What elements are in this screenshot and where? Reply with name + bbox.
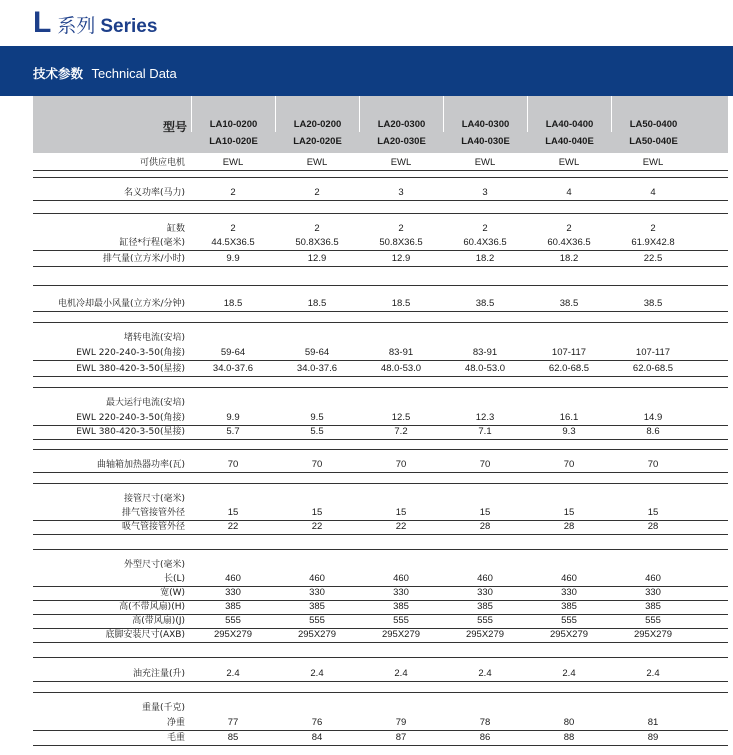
row-value: 77: [227, 717, 239, 728]
table-header: [33, 96, 728, 153]
row-value: 84: [311, 732, 323, 743]
row-value: 2.4: [562, 668, 576, 679]
model-code: LA20-030E: [377, 136, 426, 147]
row-label: 可供应电机: [139, 158, 185, 168]
row-value: 34.0-37.6: [212, 363, 254, 374]
row-value: 59-64: [220, 347, 246, 358]
row-value: 295X279: [549, 629, 589, 640]
row-label: 电机冷却最小风量(立方米/分钟): [57, 299, 185, 309]
row-value: 28: [479, 521, 491, 532]
row-value: 79: [395, 717, 407, 728]
table-row: [33, 425, 728, 440]
model-header: [443, 96, 527, 147]
model-header: [611, 96, 695, 147]
row-value: 2: [398, 223, 404, 234]
row-label: EWL 380-420-3-50(星接): [76, 427, 185, 437]
row-value: 385: [561, 601, 577, 612]
row-value: 555: [225, 615, 241, 626]
table-row: [33, 506, 728, 521]
row-value: 48.0-53.0: [464, 363, 506, 374]
row-value: 76: [311, 717, 323, 728]
table-row: [33, 346, 728, 361]
table-row: [33, 701, 728, 715]
row-value: 385: [393, 601, 409, 612]
row-value: 385: [477, 601, 493, 612]
table-row: [33, 520, 728, 535]
table-row: [33, 614, 728, 629]
row-value: 12.9: [391, 253, 411, 264]
row-value: 18.2: [559, 253, 579, 264]
row-value: 80: [563, 717, 575, 728]
table-row: [33, 667, 728, 682]
table-row: [33, 411, 728, 426]
row-value: 70: [227, 459, 239, 470]
row-value: 48.0-53.0: [380, 363, 422, 374]
row-value: 460: [309, 573, 325, 584]
row-value: 460: [225, 573, 241, 584]
row-value: 60.4X36.5: [547, 237, 591, 248]
row-value: 4: [566, 187, 572, 198]
row-value: 107-117: [551, 347, 587, 358]
row-value: 38.5: [643, 298, 663, 309]
row-value: 295X279: [213, 629, 253, 640]
row-value: 15: [563, 507, 575, 518]
row-label: 高(不带风扇)(H): [119, 602, 185, 612]
row-value: 81: [647, 717, 659, 728]
row-value: 70: [395, 459, 407, 470]
divider: [33, 177, 728, 178]
row-value: 385: [645, 601, 661, 612]
row-value: 15: [479, 507, 491, 518]
row-value: 5.5: [310, 426, 324, 437]
table-row: [33, 252, 728, 267]
row-value: 2.4: [310, 668, 324, 679]
row-value: 83-91: [388, 347, 414, 358]
row-label: 缸径*行程(毫米): [119, 238, 185, 248]
row-value: 50.8X36.5: [295, 237, 339, 248]
row-value: 2.4: [226, 668, 240, 679]
row-value: 22.5: [643, 253, 663, 264]
row-value: 85: [227, 732, 239, 743]
row-value: 330: [393, 587, 409, 598]
row-value: 60.4X36.5: [463, 237, 507, 248]
row-value: EWL: [390, 157, 412, 168]
row-value: 9.3: [562, 426, 576, 437]
table-row: [33, 236, 728, 251]
row-value: EWL: [474, 157, 496, 168]
row-label: 长(L): [163, 574, 185, 584]
row-value: 22: [227, 521, 239, 532]
divider: [33, 692, 728, 693]
row-value: 18.2: [475, 253, 495, 264]
model-label: 型号: [162, 120, 187, 134]
row-value: 28: [647, 521, 659, 532]
row-value: 555: [561, 615, 577, 626]
model-code: LA20-0200: [293, 119, 342, 130]
row-label: 高(带风扇)(J): [132, 616, 185, 626]
model-code: LA40-040E: [545, 136, 594, 147]
row-value: 107-117: [635, 347, 671, 358]
row-value: 34.0-37.6: [296, 363, 338, 374]
table-row: [33, 186, 728, 201]
row-value: 15: [647, 507, 659, 518]
row-label: 最大运行电流(安培): [105, 398, 185, 408]
row-label: EWL 220-240-3-50(角接): [76, 348, 185, 358]
row-value: 62.0-68.5: [632, 363, 674, 374]
table-row: [33, 331, 728, 345]
table-row: [33, 362, 728, 377]
row-value: 330: [645, 587, 661, 598]
row-value: 38.5: [475, 298, 495, 309]
row-value: 70: [563, 459, 575, 470]
section-banner: [0, 46, 733, 96]
row-value: 28: [563, 521, 575, 532]
table-row: [33, 586, 728, 601]
row-label: 接管尺寸(毫米): [123, 494, 185, 504]
row-value: 83-91: [472, 347, 498, 358]
row-value: 460: [645, 573, 661, 584]
row-label: 堵转电流(安培): [123, 333, 185, 343]
table-row: [33, 297, 728, 312]
series-letter: L: [33, 6, 52, 39]
row-value: 12.3: [475, 412, 495, 423]
row-value: 70: [311, 459, 323, 470]
row-value: 2.4: [478, 668, 492, 679]
row-value: 295X279: [381, 629, 421, 640]
row-label: EWL 380-420-3-50(星接): [76, 364, 185, 374]
divider: [33, 213, 728, 214]
row-label: 净重: [166, 718, 185, 728]
banner-cn: 技术参数: [33, 66, 84, 81]
table-row: [33, 492, 728, 506]
table-row: [33, 731, 728, 746]
model-code: LA10-0200: [209, 119, 258, 130]
row-label: 底脚安装尺寸(AXB): [105, 630, 185, 640]
row-value: 22: [395, 521, 407, 532]
row-value: EWL: [558, 157, 580, 168]
series-en: Series: [100, 16, 158, 37]
row-label: 吸气管接管外径: [121, 522, 185, 532]
table-row: [33, 222, 728, 236]
model-header: [527, 96, 611, 147]
model-code: LA20-020E: [293, 136, 342, 147]
row-value: 330: [561, 587, 577, 598]
row-value: 5.7: [226, 426, 240, 437]
row-value: 460: [477, 573, 493, 584]
table-row: [33, 396, 728, 410]
row-label: 排气量(立方米/小时): [102, 254, 185, 264]
row-value: 2: [650, 223, 656, 234]
divider: [33, 322, 728, 323]
model-code: LA40-0400: [545, 119, 594, 130]
row-value: 3: [398, 187, 404, 198]
row-value: 50.8X36.5: [379, 237, 423, 248]
model-code: LA50-0400: [629, 119, 678, 130]
table-row: [33, 716, 728, 731]
row-value: 460: [393, 573, 409, 584]
row-value: 15: [395, 507, 407, 518]
row-value: 18.5: [391, 298, 411, 309]
row-value: 330: [477, 587, 493, 598]
model-code: LA20-0300: [377, 119, 426, 130]
model-code: LA40-030E: [461, 136, 510, 147]
row-value: 16.1: [559, 412, 579, 423]
row-value: 88: [563, 732, 575, 743]
row-value: EWL: [642, 157, 664, 168]
table-row: [33, 558, 728, 572]
row-value: 2: [314, 223, 320, 234]
row-value: 70: [479, 459, 491, 470]
row-value: 86: [479, 732, 491, 743]
row-value: 460: [561, 573, 577, 584]
page-title: [33, 6, 157, 40]
row-value: 62.0-68.5: [548, 363, 590, 374]
row-value: 295X279: [465, 629, 505, 640]
table-row: [33, 458, 728, 473]
row-value: 8.6: [646, 426, 660, 437]
row-value: 2.4: [394, 668, 408, 679]
row-label: 曲轴箱加热器功率(瓦): [96, 460, 185, 470]
divider: [33, 657, 728, 658]
row-value: 2: [314, 187, 320, 198]
row-value: 3: [482, 187, 488, 198]
row-value: 14.9: [643, 412, 663, 423]
row-value: 385: [225, 601, 241, 612]
table-row: [33, 600, 728, 615]
row-value: 18.5: [307, 298, 327, 309]
row-value: 4: [650, 187, 656, 198]
model-header: [359, 96, 443, 147]
row-label: 名义功率(马力): [123, 188, 185, 198]
row-value: 555: [645, 615, 661, 626]
row-value: 7.2: [394, 426, 408, 437]
row-value: 9.9: [226, 412, 240, 423]
row-value: 555: [477, 615, 493, 626]
row-value: 9.9: [226, 253, 240, 264]
row-value: 2.4: [646, 668, 660, 679]
row-label: 油充注量(升): [132, 669, 185, 679]
row-value: 22: [311, 521, 323, 532]
series-cn: 系列: [57, 15, 96, 37]
table-row: [33, 572, 728, 587]
row-value: 7.1: [478, 426, 492, 437]
model-header: [191, 96, 275, 147]
row-value: 2: [566, 223, 572, 234]
model-header: [275, 96, 359, 147]
row-value: 70: [647, 459, 659, 470]
row-value: 59-64: [304, 347, 330, 358]
row-value: 385: [309, 601, 325, 612]
banner-en: Technical Data: [91, 66, 177, 81]
row-value: 330: [309, 587, 325, 598]
row-value: 15: [227, 507, 239, 518]
model-code: LA40-0300: [461, 119, 510, 130]
divider: [33, 285, 728, 286]
row-value: EWL: [222, 157, 244, 168]
model-code: LA50-040E: [629, 136, 678, 147]
row-label: 重量(千克): [141, 703, 185, 713]
row-value: 12.5: [391, 412, 411, 423]
row-value: 38.5: [559, 298, 579, 309]
row-label: 外型尺寸(毫米): [123, 560, 185, 570]
row-value: 61.9X42.8: [631, 237, 675, 248]
row-value: 89: [647, 732, 659, 743]
row-value: 295X279: [297, 629, 337, 640]
row-label: EWL 220-240-3-50(角接): [76, 413, 185, 423]
table-row: [33, 628, 728, 643]
row-label: 排气管接管外径: [121, 508, 185, 518]
row-value: 15: [311, 507, 323, 518]
row-value: 330: [225, 587, 241, 598]
row-value: 87: [395, 732, 407, 743]
row-value: EWL: [306, 157, 328, 168]
divider: [33, 549, 728, 550]
row-label: 毛重: [166, 733, 185, 743]
row-label: 宽(W): [160, 588, 185, 598]
row-value: 295X279: [633, 629, 673, 640]
row-value: 555: [393, 615, 409, 626]
row-value: 555: [309, 615, 325, 626]
row-value: 2: [230, 187, 236, 198]
table-row: [33, 156, 728, 171]
row-value: 2: [482, 223, 488, 234]
divider: [33, 449, 728, 450]
row-label: 缸数: [166, 224, 185, 234]
row-value: 12.9: [307, 253, 327, 264]
row-value: 2: [230, 223, 236, 234]
row-value: 18.5: [223, 298, 243, 309]
model-code: LA10-020E: [209, 136, 258, 147]
row-value: 9.5: [310, 412, 324, 423]
divider: [33, 483, 728, 484]
divider: [33, 387, 728, 388]
row-value: 44.5X36.5: [211, 237, 255, 248]
row-value: 78: [479, 717, 491, 728]
